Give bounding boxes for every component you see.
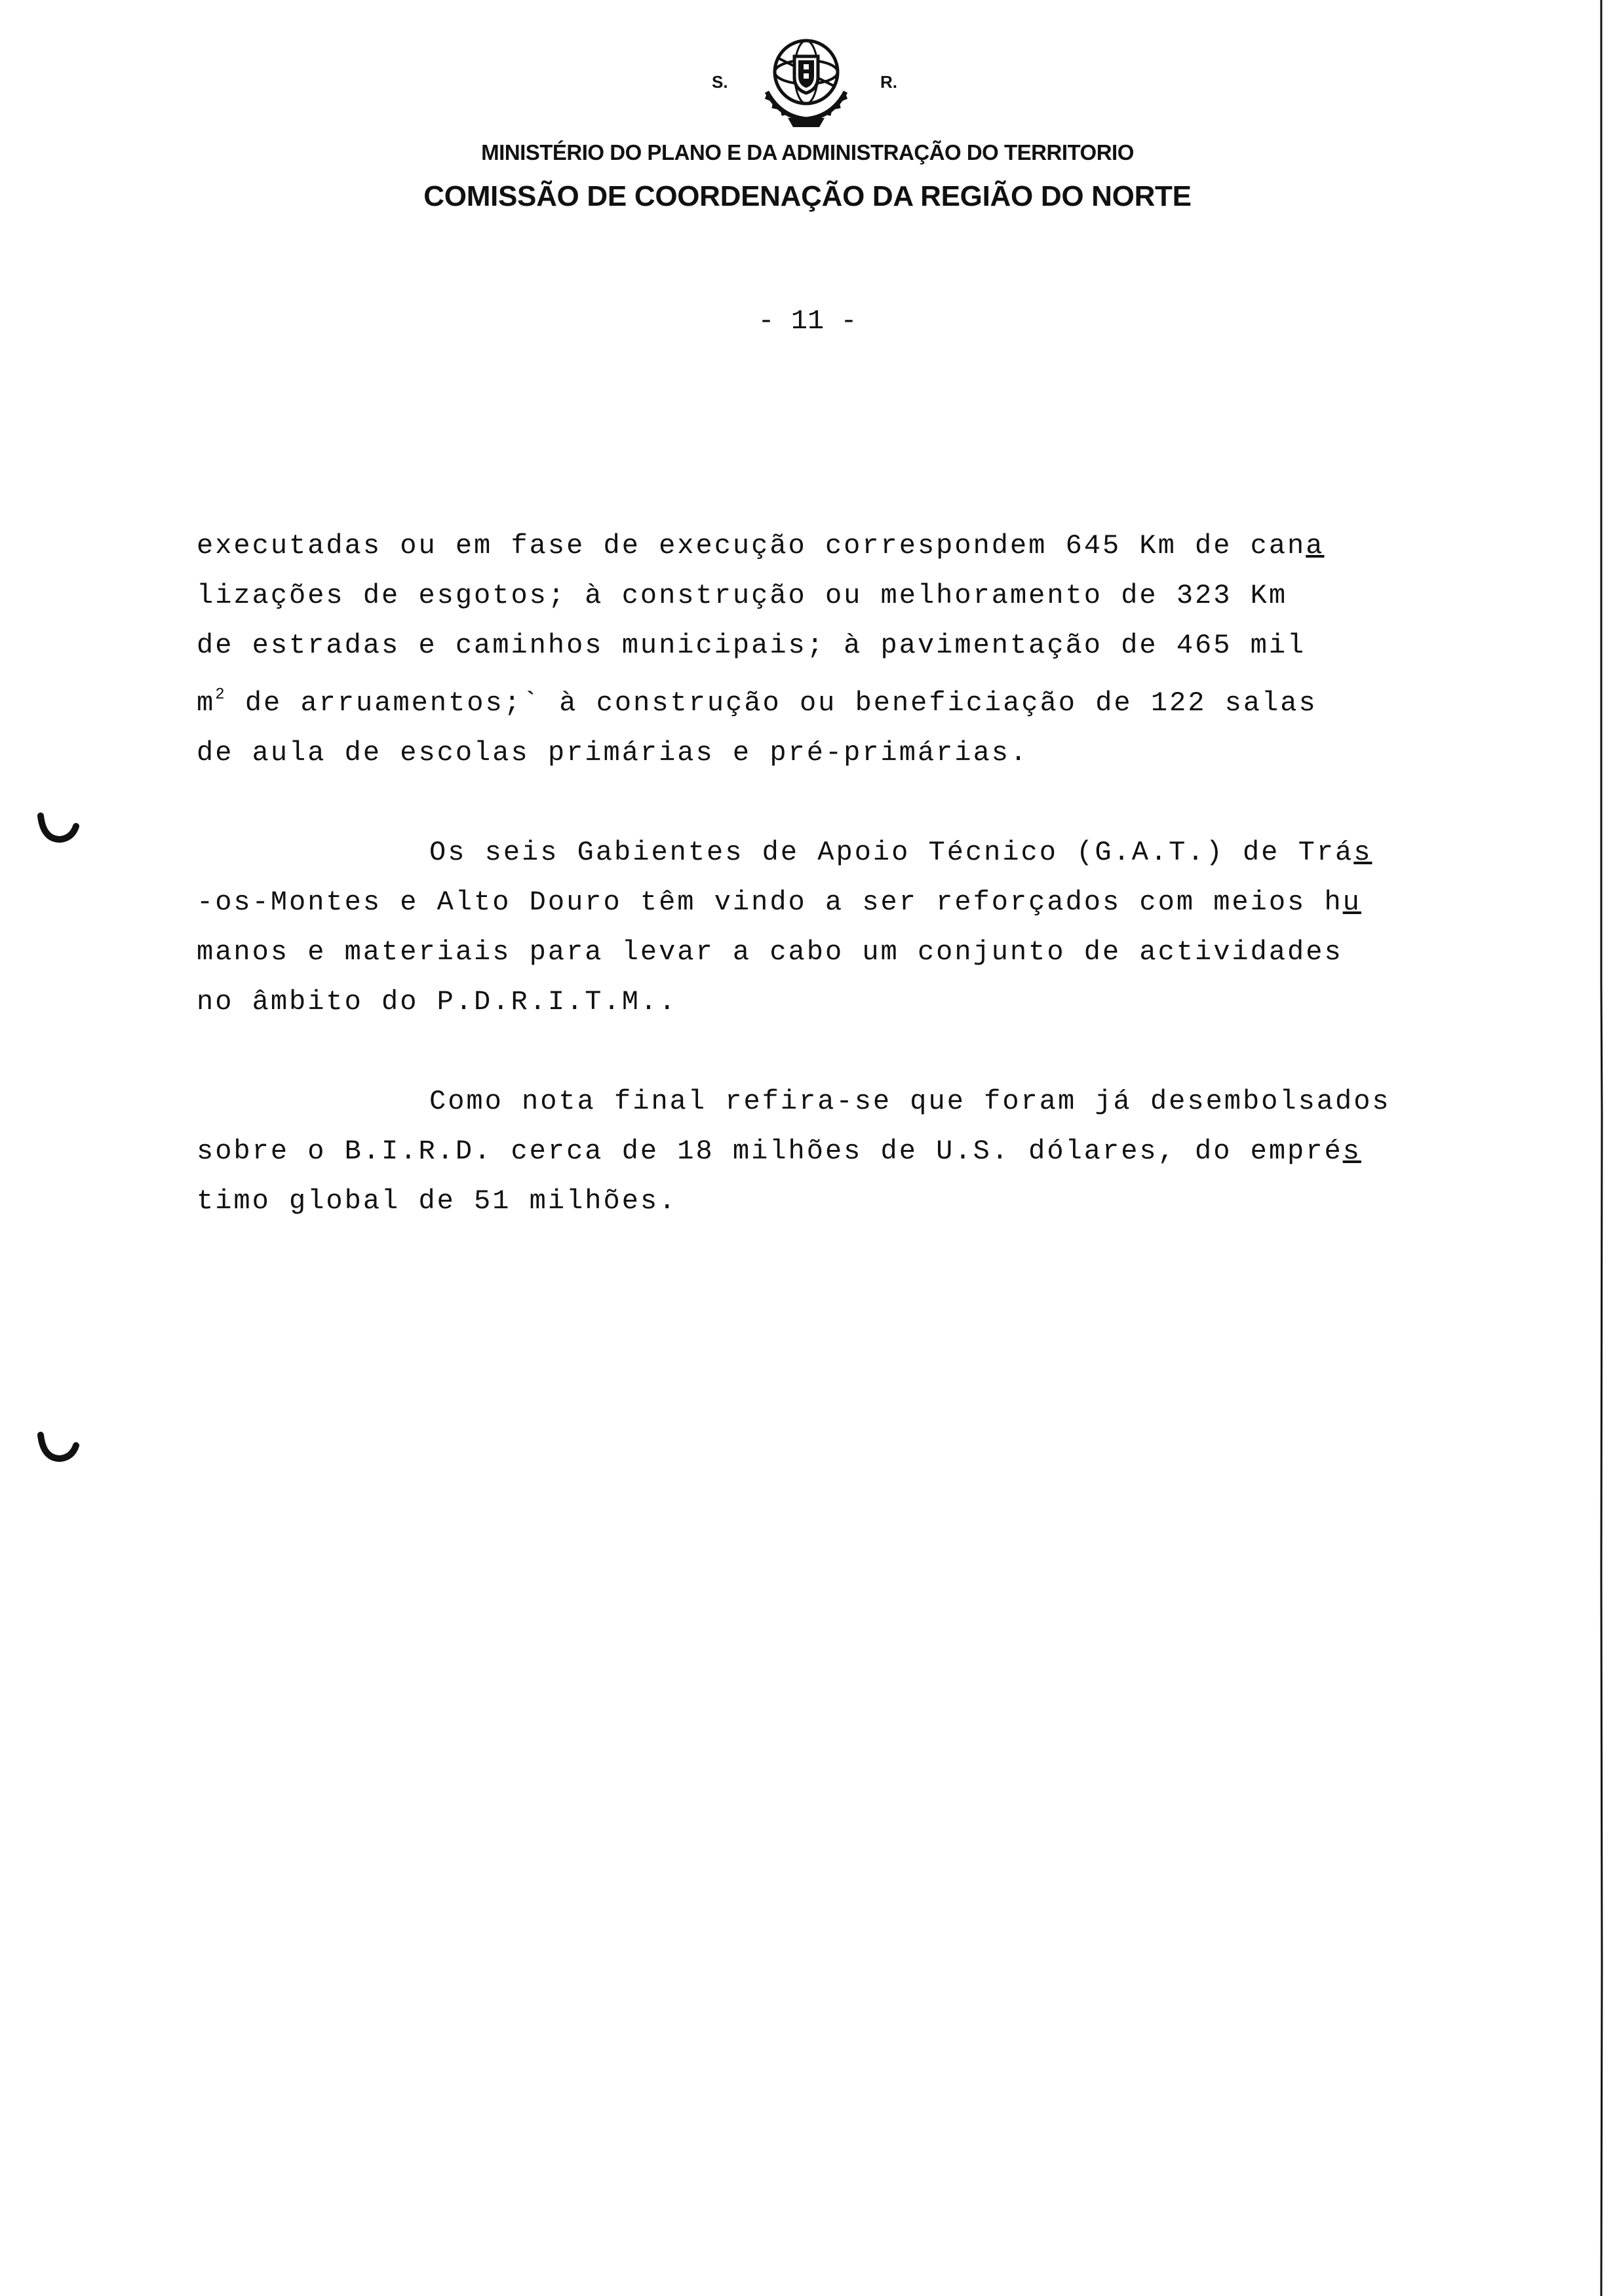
text-line (197, 828, 1481, 877)
emblem-left-letter: S. (712, 72, 728, 92)
document-body (197, 521, 1481, 1276)
page-number: - 11 - (758, 305, 857, 337)
coat-of-arms-icon (754, 31, 859, 130)
scan-edge-line (1599, 0, 1603, 2296)
text-segment: sobre o B.I.R.D. cerca de 18 milhões de U.S. dólares, do empré (197, 1136, 1343, 1167)
superscript: 2 (215, 686, 227, 704)
emblem-right-letter: R. (880, 72, 897, 92)
paragraph-1 (197, 521, 1481, 778)
underlined-hyphen-char: a (1306, 530, 1325, 562)
letterhead (0, 26, 1615, 131)
text-segment: -os-Montes e Alto Douro têm vindo a ser reforçados com meios h (197, 887, 1343, 918)
text-line: de aula de escolas primárias e pré-primárias. (197, 737, 1029, 769)
underlined-hyphen-char: s (1353, 837, 1372, 868)
text-line: timo global de 51 milhões. (197, 1185, 678, 1217)
punch-hole-mark-icon (34, 803, 80, 849)
text-line: Como nota final refira-se que foram já desembolsados (429, 1086, 1391, 1117)
text-line: no âmbito do P.D.R.I.T.M.. (197, 986, 678, 1018)
text-segment: m (197, 687, 216, 719)
text-line: lizações de esgotos; à construção ou melhoramento de 323 Km (197, 580, 1288, 611)
paragraph-2 (197, 828, 1481, 1027)
paragraph-3 (197, 1077, 1481, 1226)
text-segment: Os seis Gabientes de Apoio Técnico (G.A.T.) de Trá (429, 837, 1354, 868)
punch-hole-mark-icon (34, 1422, 80, 1468)
text-segment: executadas ou em fase de execução correspondem 645 Km de can (197, 530, 1306, 562)
text-line (197, 521, 1481, 571)
ministry-heading: MINISTÉRIO DO PLANO E DA ADMINISTRAÇÃO DO TERRITORIO (481, 140, 1134, 164)
underlined-hyphen-char: s (1342, 1136, 1361, 1167)
commission-heading: COMISSÃO DE COORDENAÇÃO DA REGIÃO DO NORTE (423, 180, 1192, 212)
text-line: de estradas e caminhos municipais; à pavimentação de 465 mil (197, 630, 1306, 661)
text-line: manos e materiais para levar a cabo um conjunto de actividades (197, 936, 1343, 968)
text-line (197, 877, 1481, 927)
underlined-hyphen-char: u (1342, 887, 1361, 918)
text-segment: de arruamentos;` à construção ou beneficiação de 122 salas (226, 687, 1317, 719)
text-line (197, 670, 1481, 728)
text-line (197, 1126, 1481, 1176)
emblem-row (0, 26, 1615, 131)
